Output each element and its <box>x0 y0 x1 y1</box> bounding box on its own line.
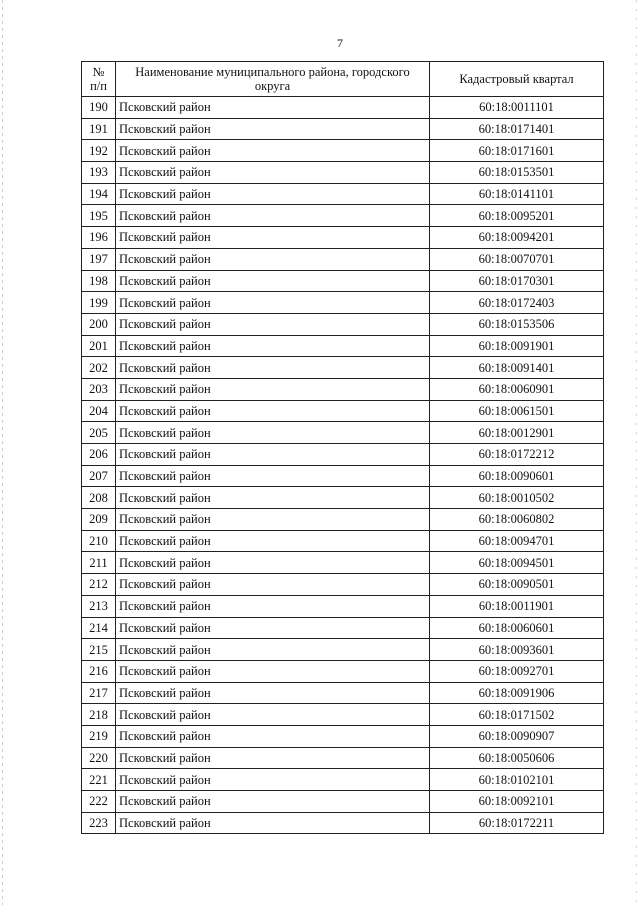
row-cadastral-quarter: 60:18:0090601 <box>430 465 604 487</box>
row-district-name: Псковский район <box>116 140 430 162</box>
table-row <box>82 422 604 444</box>
table-row <box>82 552 604 574</box>
table-row <box>82 357 604 379</box>
table-row <box>82 639 604 661</box>
row-cadastral-quarter: 60:18:0094501 <box>430 552 604 574</box>
row-district-name: Псковский район <box>116 574 430 596</box>
row-number: 219 <box>82 725 116 747</box>
row-district-name: Псковский район <box>116 162 430 184</box>
row-cadastral-quarter: 60:18:0060901 <box>430 378 604 400</box>
table-row <box>82 617 604 639</box>
row-district-name: Псковский район <box>116 639 430 661</box>
table-row <box>82 791 604 813</box>
row-cadastral-quarter: 60:18:0012901 <box>430 422 604 444</box>
row-district-name: Псковский район <box>116 487 430 509</box>
row-number: 218 <box>82 704 116 726</box>
row-cadastral-quarter: 60:18:0060601 <box>430 617 604 639</box>
row-district-name: Псковский район <box>116 357 430 379</box>
table-row <box>82 248 604 270</box>
row-district-name: Псковский район <box>116 530 430 552</box>
table-row <box>82 487 604 509</box>
table-body <box>82 97 604 834</box>
header-cadastral-quarter: Кадастровый квартал <box>430 62 604 97</box>
row-number: 205 <box>82 422 116 444</box>
row-number: 217 <box>82 682 116 704</box>
row-district-name: Псковский район <box>116 444 430 466</box>
table-row <box>82 292 604 314</box>
row-cadastral-quarter: 60:18:0091901 <box>430 335 604 357</box>
row-district-name: Псковский район <box>116 682 430 704</box>
header-number <box>82 62 116 97</box>
row-district-name: Псковский район <box>116 552 430 574</box>
table-row <box>82 769 604 791</box>
table-row <box>82 227 604 249</box>
row-number: 191 <box>82 118 116 140</box>
row-district-name: Псковский район <box>116 812 430 834</box>
table-row <box>82 444 604 466</box>
row-cadastral-quarter: 60:18:0171502 <box>430 704 604 726</box>
row-number: 216 <box>82 660 116 682</box>
table-row <box>82 313 604 335</box>
table-row <box>82 335 604 357</box>
row-district-name: Псковский район <box>116 118 430 140</box>
table-row <box>82 595 604 617</box>
row-number: 201 <box>82 335 116 357</box>
row-cadastral-quarter: 60:18:0010502 <box>430 487 604 509</box>
row-district-name: Псковский район <box>116 595 430 617</box>
table-row <box>82 682 604 704</box>
row-cadastral-quarter: 60:18:0091401 <box>430 357 604 379</box>
row-cadastral-quarter: 60:18:0172211 <box>430 812 604 834</box>
row-cadastral-quarter: 60:18:0153506 <box>430 313 604 335</box>
row-cadastral-quarter: 60:18:0102101 <box>430 769 604 791</box>
row-district-name: Псковский район <box>116 769 430 791</box>
row-cadastral-quarter: 60:18:0095201 <box>430 205 604 227</box>
row-district-name: Псковский район <box>116 465 430 487</box>
table-row <box>82 162 604 184</box>
table-row <box>82 747 604 769</box>
row-district-name: Псковский район <box>116 704 430 726</box>
row-district-name: Псковский район <box>116 791 430 813</box>
row-number: 220 <box>82 747 116 769</box>
table-row <box>82 704 604 726</box>
row-number: 190 <box>82 97 116 119</box>
scan-edge-right <box>636 0 637 905</box>
row-number: 193 <box>82 162 116 184</box>
row-cadastral-quarter: 60:18:0141101 <box>430 183 604 205</box>
table-row <box>82 97 604 119</box>
row-district-name: Псковский район <box>116 292 430 314</box>
row-district-name: Псковский район <box>116 227 430 249</box>
row-number: 192 <box>82 140 116 162</box>
row-district-name: Псковский район <box>116 422 430 444</box>
row-district-name: Псковский район <box>116 509 430 531</box>
header-district-line1: Наименование муниципального района, городского <box>135 65 410 79</box>
row-district-name: Псковский район <box>116 725 430 747</box>
table-row <box>82 378 604 400</box>
row-district-name: Псковский район <box>116 270 430 292</box>
table-row <box>82 118 604 140</box>
row-number: 199 <box>82 292 116 314</box>
row-number: 211 <box>82 552 116 574</box>
row-cadastral-quarter: 60:18:0011901 <box>430 595 604 617</box>
header-district-line2: округа <box>254 79 291 93</box>
row-cadastral-quarter: 60:18:0093601 <box>430 639 604 661</box>
row-cadastral-quarter: 60:18:0091906 <box>430 682 604 704</box>
header-number-line2: п/п <box>90 79 107 93</box>
row-cadastral-quarter: 60:18:0170301 <box>430 270 604 292</box>
table-header-row <box>82 62 604 97</box>
row-number: 208 <box>82 487 116 509</box>
row-district-name: Псковский район <box>116 205 430 227</box>
row-district-name: Псковский район <box>116 660 430 682</box>
table-row <box>82 812 604 834</box>
row-cadastral-quarter: 60:18:0172212 <box>430 444 604 466</box>
row-district-name: Псковский район <box>116 747 430 769</box>
table-row <box>82 530 604 552</box>
row-number: 194 <box>82 183 116 205</box>
row-number: 202 <box>82 357 116 379</box>
page-number: 7 <box>337 36 343 50</box>
row-district-name: Псковский район <box>116 183 430 205</box>
table-row <box>82 183 604 205</box>
table-row <box>82 725 604 747</box>
header-district-name <box>116 62 430 97</box>
row-cadastral-quarter: 60:18:0092101 <box>430 791 604 813</box>
row-cadastral-quarter: 60:18:0094201 <box>430 227 604 249</box>
row-cadastral-quarter: 60:18:0153501 <box>430 162 604 184</box>
row-number: 223 <box>82 812 116 834</box>
table-row <box>82 400 604 422</box>
row-district-name: Псковский район <box>116 335 430 357</box>
row-number: 214 <box>82 617 116 639</box>
row-district-name: Псковский район <box>116 400 430 422</box>
row-number: 195 <box>82 205 116 227</box>
row-number: 210 <box>82 530 116 552</box>
table-row <box>82 574 604 596</box>
row-cadastral-quarter: 60:18:0061501 <box>430 400 604 422</box>
row-number: 213 <box>82 595 116 617</box>
table-row <box>82 660 604 682</box>
table-row <box>82 465 604 487</box>
row-cadastral-quarter: 60:18:0090907 <box>430 725 604 747</box>
row-number: 222 <box>82 791 116 813</box>
row-cadastral-quarter: 60:18:0070701 <box>430 248 604 270</box>
row-cadastral-quarter: 60:18:0094701 <box>430 530 604 552</box>
row-number: 206 <box>82 444 116 466</box>
table-row <box>82 509 604 531</box>
row-number: 215 <box>82 639 116 661</box>
row-number: 196 <box>82 227 116 249</box>
row-district-name: Псковский район <box>116 378 430 400</box>
table-row <box>82 270 604 292</box>
row-cadastral-quarter: 60:18:0011101 <box>430 97 604 119</box>
row-number: 198 <box>82 270 116 292</box>
row-number: 221 <box>82 769 116 791</box>
row-number: 197 <box>82 248 116 270</box>
row-number: 207 <box>82 465 116 487</box>
table-row <box>82 140 604 162</box>
row-number: 212 <box>82 574 116 596</box>
row-cadastral-quarter: 60:18:0172403 <box>430 292 604 314</box>
row-number: 200 <box>82 313 116 335</box>
row-cadastral-quarter: 60:18:0060802 <box>430 509 604 531</box>
row-cadastral-quarter: 60:18:0092701 <box>430 660 604 682</box>
row-district-name: Псковский район <box>116 248 430 270</box>
row-cadastral-quarter: 60:18:0050606 <box>430 747 604 769</box>
row-number: 203 <box>82 378 116 400</box>
row-cadastral-quarter: 60:18:0171601 <box>430 140 604 162</box>
scan-edge-left <box>2 0 3 905</box>
cadastral-table <box>81 61 604 834</box>
row-district-name: Псковский район <box>116 617 430 639</box>
header-number-line1: № <box>92 65 105 79</box>
row-district-name: Псковский район <box>116 97 430 119</box>
row-district-name: Псковский район <box>116 313 430 335</box>
table-row <box>82 205 604 227</box>
row-cadastral-quarter: 60:18:0090501 <box>430 574 604 596</box>
row-number: 209 <box>82 509 116 531</box>
row-number: 204 <box>82 400 116 422</box>
row-cadastral-quarter: 60:18:0171401 <box>430 118 604 140</box>
